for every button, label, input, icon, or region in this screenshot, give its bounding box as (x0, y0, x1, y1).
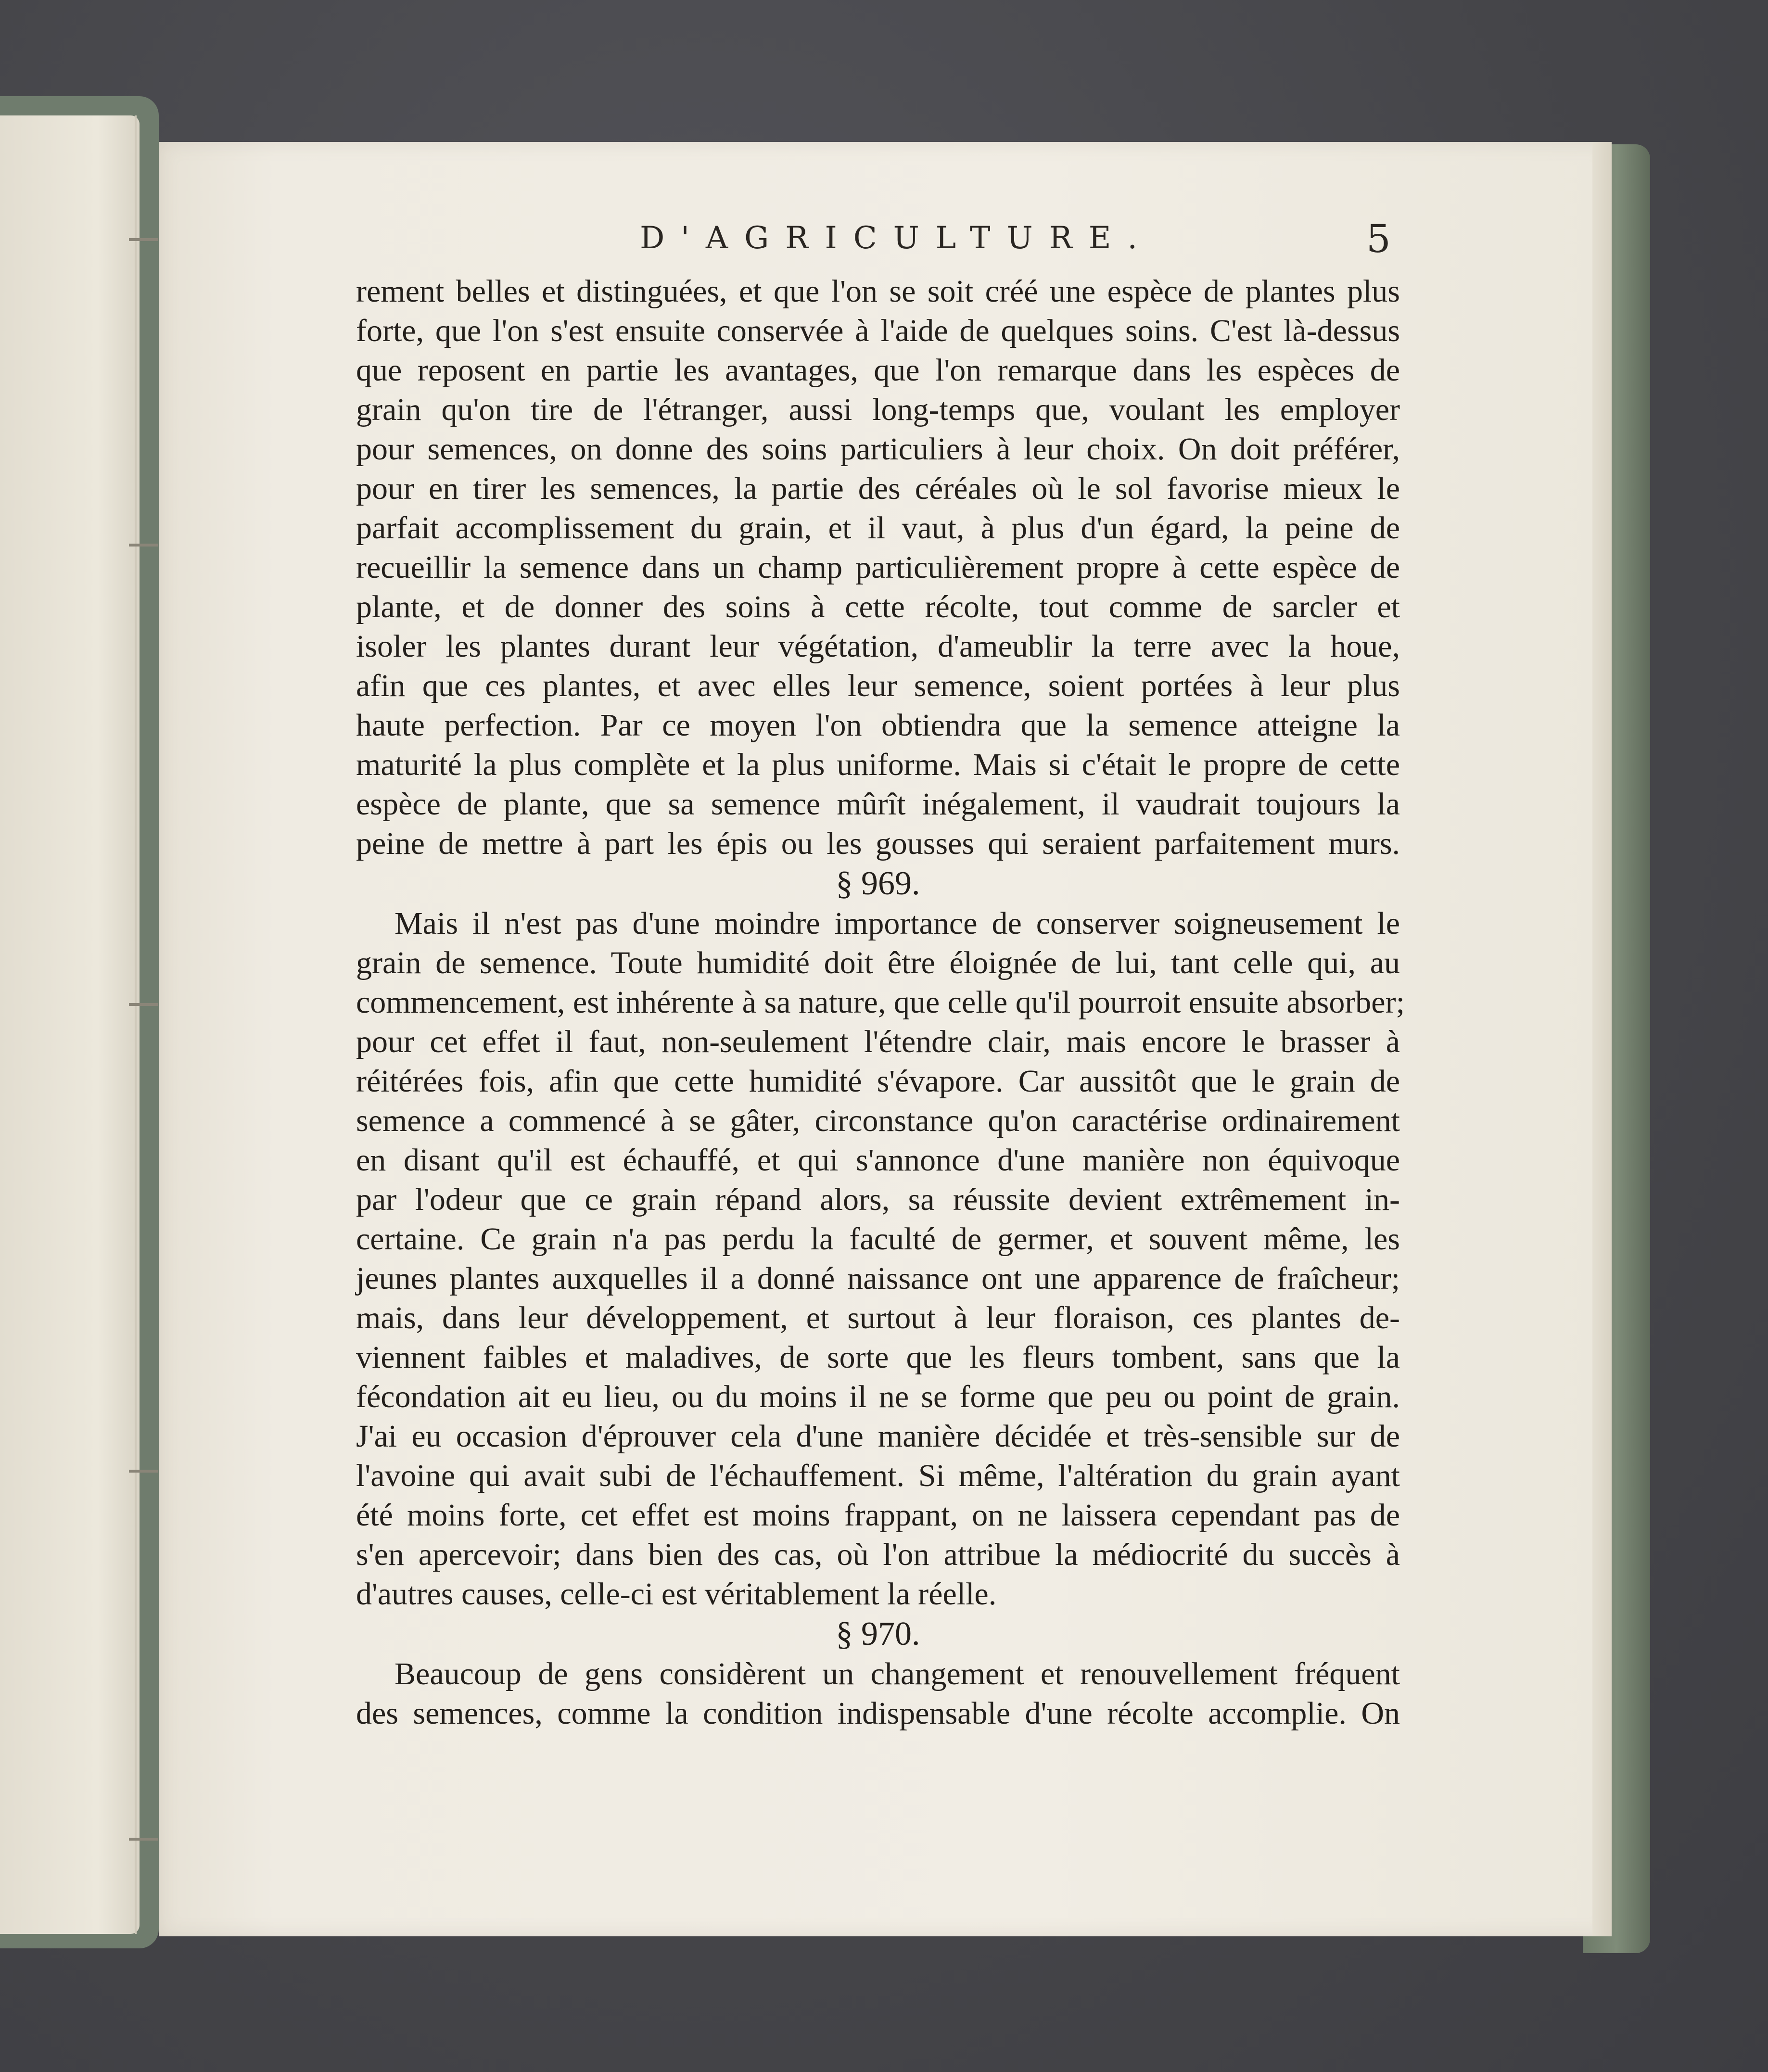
section-heading: § 970. (836, 1615, 920, 1653)
page-edge-line (135, 115, 137, 1934)
page-number: 5 (1366, 216, 1391, 261)
text-line: recueillir la semence dans un champ particulièrement propre à cette espèce de (356, 550, 1400, 585)
binding-stitch (129, 1470, 158, 1473)
text-line: d'autres causes, celle-ci est véritablement la réelle. (356, 1576, 997, 1612)
text-line: mais, dans leur développement, et surtout à leur floraison, ces plantes de- (356, 1300, 1400, 1335)
text-line: été moins forte, cet effet est moins frappant, on ne laissera cependant pas de (356, 1498, 1400, 1533)
text-line: espèce de plante, que sa semence mûrît inégalement, il vaudrait toujours la (356, 787, 1400, 822)
text-line: Beaucoup de gens considèrent un changement et renouvellement fréquent (394, 1656, 1400, 1691)
text-line: J'ai eu occasion d'éprouver cela d'une manière décidée et très-sensible sur de (356, 1419, 1400, 1454)
text-line: isoler les plantes durant leur végétation, d'ameublir la terre avec la houe, (356, 629, 1400, 664)
text-line: pour semences, on donne des soins particuliers à leur choix. On doit préférer, (356, 432, 1400, 467)
text-line: en disant qu'il est échauffé, et qui s'annonce d'une manière non équivoque (356, 1143, 1400, 1178)
text-line: Mais il n'est pas d'une moindre importance de conserver soigneusement le (394, 906, 1400, 941)
text-line: rement belles et distinguées, et que l'on se soit créé une espèce de plantes plus (356, 274, 1400, 309)
text-line: afin que ces plantes, et avec elles leur semence, soient portées à leur plus (356, 668, 1400, 703)
text-line: forte, que l'on s'est ensuite conservée à l'aide de quelques soins. C'est là-dessus (356, 313, 1400, 348)
text-line: plante, et de donner des soins à cette récolte, tout comme de sarcler et (356, 589, 1400, 624)
text-line: peine de mettre à part les épis ou les gousses qui seraient parfaitement murs. (356, 826, 1400, 861)
text-line: haute perfection. Par ce moyen l'on obtiendra que la semence atteigne la (356, 708, 1400, 743)
text-line: certaine. Ce grain n'a pas perdu la faculté de germer, et souvent même, les (356, 1221, 1400, 1257)
text-line: pour en tirer les semences, la partie des céréales où le sol favorise mieux le (356, 471, 1400, 506)
text-line: parfait accomplissement du grain, et il vaut, à plus d'un égard, la peine de (356, 510, 1400, 546)
text-line: des semences, comme la condition indispensable d'une récolte accomplie. On (356, 1696, 1400, 1731)
text-line: grain de semence. Toute humidité doit être éloignée de lui, tant celle qui, au (356, 945, 1400, 980)
text-line: pour cet effet il faut, non-seulement l'étendre clair, mais encore le brasser à (356, 1024, 1400, 1059)
binding-stitch (129, 1003, 158, 1006)
page-edge (1592, 142, 1612, 1936)
text-line: fécondation ait eu lieu, ou du moins il ne se forme que peu ou point de grain. (356, 1379, 1400, 1414)
text-line: que reposent en partie les avantages, que l'on remarque dans les espèces de (356, 353, 1400, 388)
text-line: maturité la plus complète et la plus uniforme. Mais si c'était le propre de cette (356, 747, 1400, 782)
running-head: D'AGRICULTURE. (640, 220, 1154, 256)
text-line: semence a commencé à se gâter, circonstance qu'on caractérise ordinairement (356, 1103, 1400, 1138)
binding-stitch (129, 1838, 158, 1841)
page-text (356, 272, 1405, 1733)
text-line: s'en apercevoir; dans bien des cas, où l'on attribue la médiocrité du succès à (356, 1537, 1400, 1572)
binding-stitch (129, 544, 158, 547)
text-line: par l'odeur que ce grain répand alors, sa réussite devient extrêmement in- (356, 1182, 1400, 1217)
text-line: l'avoine qui avait subi de l'échauffement. Si même, l'altération du grain ayant (356, 1458, 1400, 1493)
left-page-edge (0, 115, 140, 1934)
section-heading: § 969. (836, 865, 920, 902)
text-line: jeunes plantes auxquelles il a donné naissance ont une apparence de fraîcheur; (356, 1261, 1400, 1296)
text-line: commencement, est inhérente à sa nature, que celle qu'il pourroit ensuite absorber; (356, 985, 1405, 1020)
text-line: grain qu'on tire de l'étranger, aussi long-temps que, voulant les employer (356, 392, 1400, 427)
text-line: viennent faibles et maladives, de sorte que les fleurs tombent, sans que la (356, 1340, 1400, 1375)
text-line: réitérées fois, afin que cette humidité s'évapore. Car aussitôt que le grain de (356, 1064, 1400, 1099)
binding-stitch (129, 238, 158, 241)
